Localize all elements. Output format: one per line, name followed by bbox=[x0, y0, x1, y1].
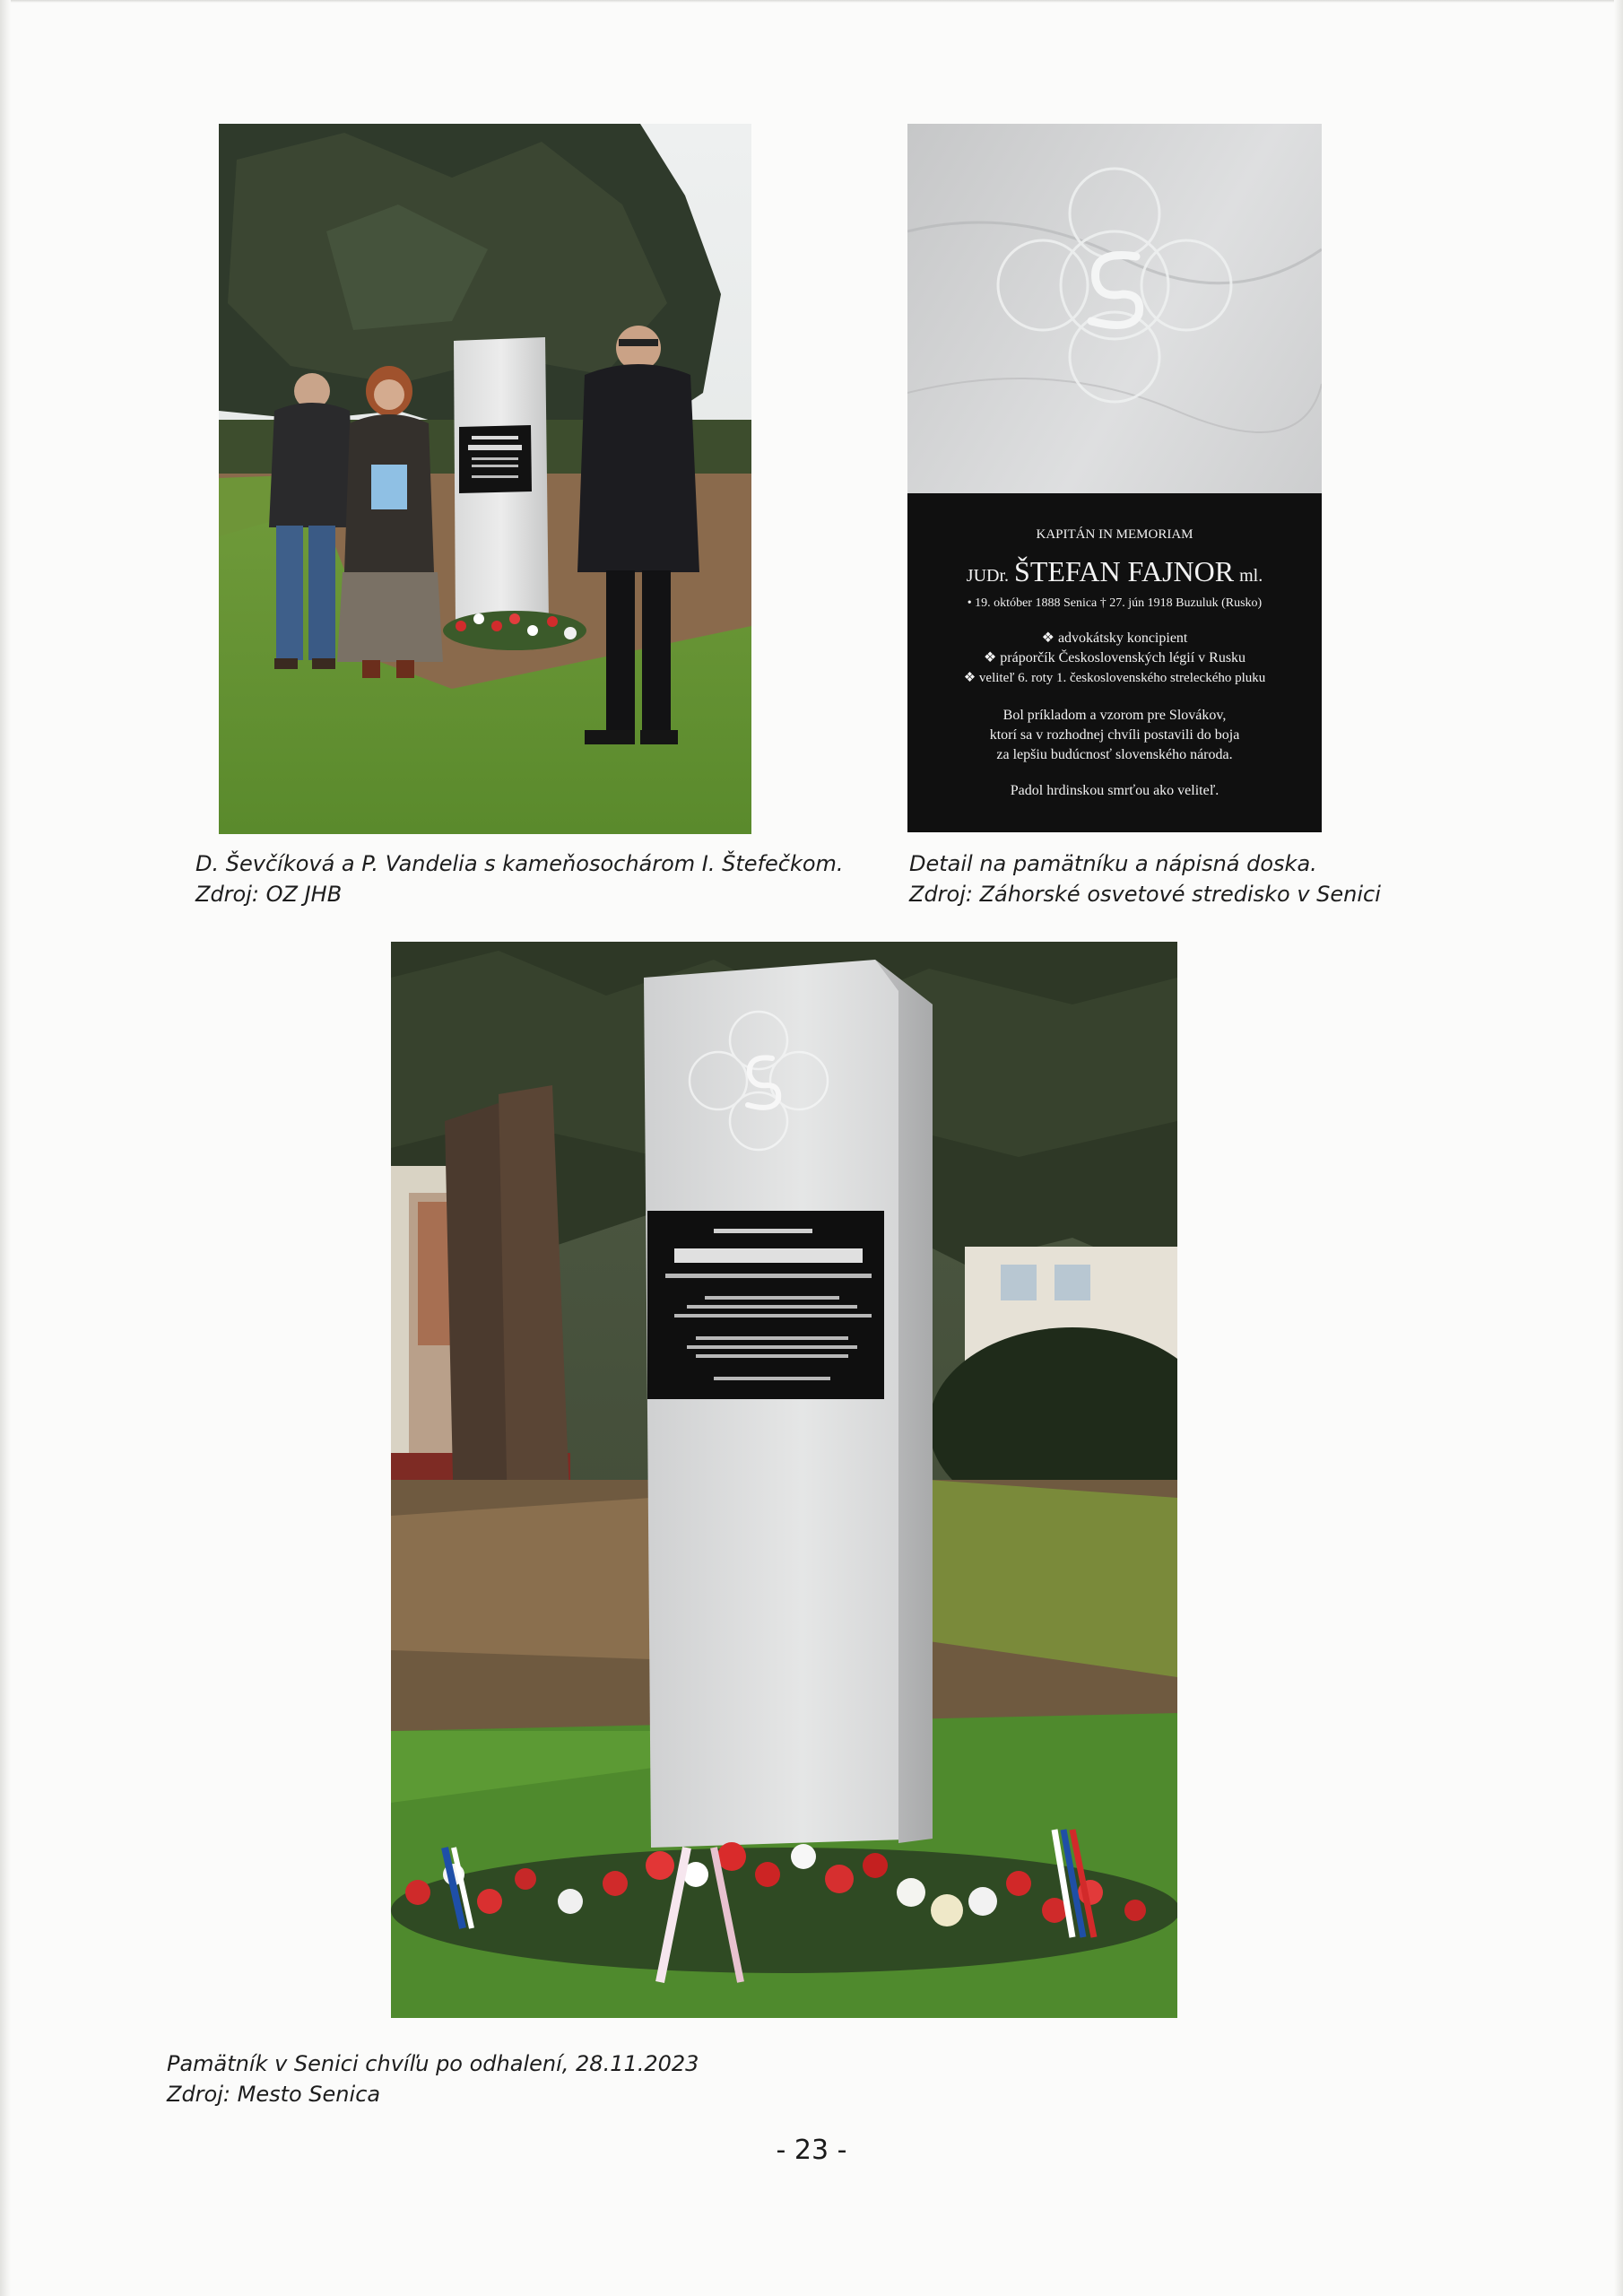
plaque-detail-photo bbox=[907, 124, 1322, 832]
caption-source: Zdroj: OZ JHB bbox=[195, 882, 343, 907]
scan-left-edge bbox=[0, 0, 11, 2296]
scan-right-edge bbox=[1614, 0, 1623, 2296]
caption-source: Zdroj: Mesto Senica bbox=[167, 2082, 381, 2107]
plaque-tribute-2: ktorí sa v rozhodnej chvíli postavili do boja bbox=[989, 727, 1240, 743]
plaque-dates: • 19. október 1888 Senica † 27. jún 1918 Buzuluk (Rusko) bbox=[967, 596, 1263, 610]
caption-text: Detail na pamätníku a nápisná doska. bbox=[909, 851, 1317, 876]
caption-text: Pamätník v Senici chvíľu po odhalení, 28.11.2023 bbox=[167, 2051, 699, 2076]
caption-people-at-monument bbox=[195, 848, 844, 909]
caption-text: D. Ševčíková a P. Vandelia s kameňosochárom I. Štefečkom. bbox=[195, 851, 844, 876]
caption-source: Zdroj: Záhorské osvetové stredisko v Senici bbox=[909, 882, 1381, 907]
people-at-monument-photo bbox=[219, 124, 751, 834]
plaque-name-line: JUDr. ŠTEFAN FAJNOR ml. bbox=[966, 555, 1263, 587]
plaque-heading: KAPITÁN IN MEMORIAM bbox=[1036, 527, 1193, 542]
plaque-closing: Padol hrdinskou smrťou ako veliteľ. bbox=[1010, 783, 1219, 798]
plaque-tribute-1: Bol príkladom a vzorom pre Slovákov, bbox=[1002, 708, 1227, 723]
plaque-role-3: ❖ veliteľ 6. roty 1. československého streleckého pluku bbox=[963, 671, 1266, 685]
plaque-tribute-3: za lepšiu budúcnosť slovenského národa. bbox=[996, 747, 1233, 762]
caption-plaque-detail bbox=[909, 848, 1381, 909]
scan-top-edge bbox=[0, 0, 1623, 3]
plaque-role-1: ❖ advokátsky koncipient bbox=[1041, 631, 1188, 646]
page-number: - 23 - bbox=[776, 2135, 847, 2166]
monument-after-unveiling-photo bbox=[391, 942, 1177, 2018]
caption-monument-after-unveiling bbox=[167, 2048, 699, 2109]
plaque-role-2: ❖ práporčík Československých légií v Rusku bbox=[983, 650, 1246, 665]
